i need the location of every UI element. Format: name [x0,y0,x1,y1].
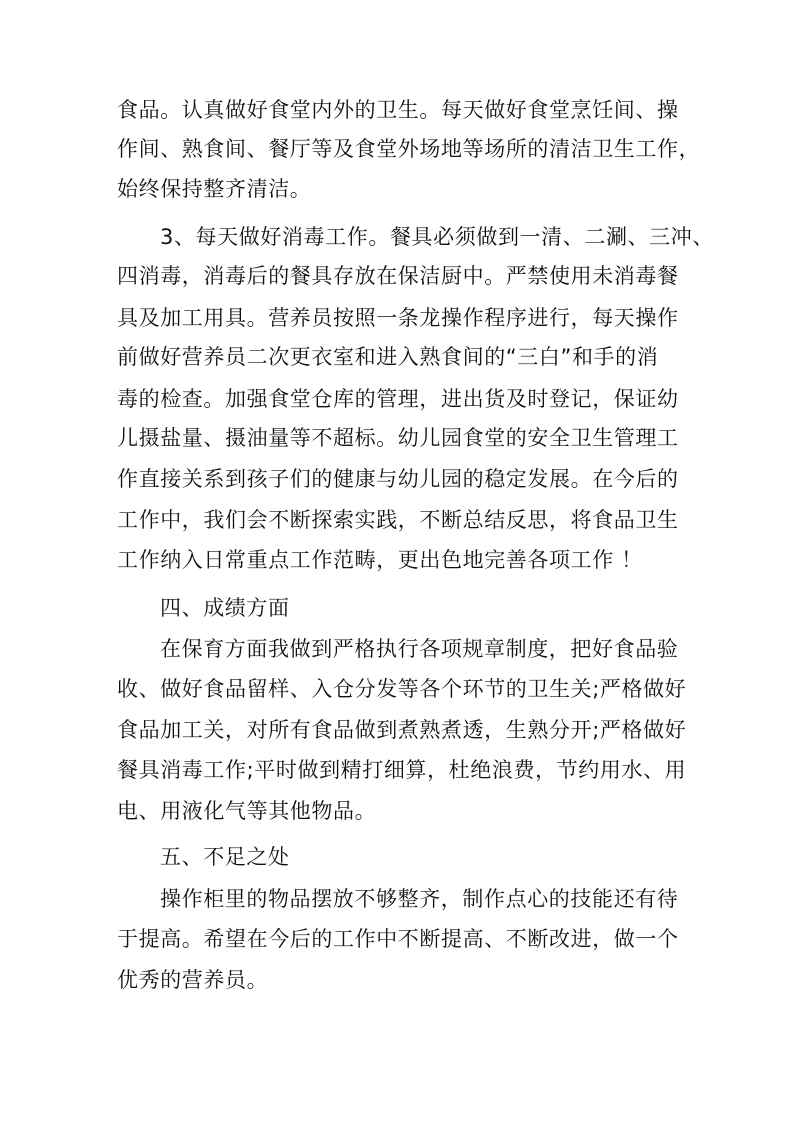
text-line-10: 作直接关系到孩子们的健康与幼儿园的稳定发展。在今后的 [117,467,679,491]
text-line-7: 前做好营养员二次更衣室和进入熟食间的“三白”和手的消 [117,345,659,369]
text-line-21: 于提高。希望在今后的工作中不断提高、不断改进，做一个 [117,927,679,951]
text-line-1: 食品。认真做好食堂内外的卫生。每天做好食堂烹饪间、操 [117,98,679,122]
text-line-4: 3、每天做好消毒工作。餐具必须做到一清、二涮、三冲、 [160,225,714,249]
section-heading-shortcomings: 五、不足之处 [160,845,290,869]
text-line-8: 毒的检查。加强食堂仓库的管理，进出货及时登记，保证幼 [117,387,679,411]
text-line-6: 具及加工用具。营养员按照一条龙操作程序进行，每天操作 [117,306,679,330]
text-line-9: 儿摄盐量、摄油量等不超标。幼儿园食堂的安全卫生管理工 [117,426,679,450]
text-line-22: 优秀的营养员。 [117,968,269,992]
text-line-5: 四消毒，消毒后的餐具存放在保洁厨中。严禁使用未消毒餐 [117,264,679,288]
section-heading-achievements: 四、成绩方面 [160,596,290,620]
text-line-14: 在保育方面我做到严格执行各项规章制度，把好食品验 [160,637,679,661]
text-line-20: 操作柜里的物品摆放不够整齐，制作点心的技能还有待 [160,887,679,911]
text-line-2: 作间、熟食间、餐厅等及食堂外场地等场所的清洁卫生工作， [117,137,701,161]
text-line-17: 餐具消毒工作;平时做到精打细算，杜绝浪费，节约用水、用 [117,758,687,782]
text-line-3: 始终保持整齐清洁。 [117,177,312,201]
text-line-11: 工作中，我们会不断探索实践，不断总结反思，将食品卫生 [117,508,679,532]
text-line-12: 工作纳入日常重点工作范畴，更出色地完善各项工作 ！ [117,548,643,572]
text-line-16: 食品加工关，对所有食品做到煮熟煮透，生熟分开;严格做好 [117,718,687,742]
text-line-15: 收、做好食品留样、入仓分发等各个环节的卫生关;严格做好 [117,677,687,701]
text-line-18: 电、用液化气等其他物品。 [117,799,377,823]
